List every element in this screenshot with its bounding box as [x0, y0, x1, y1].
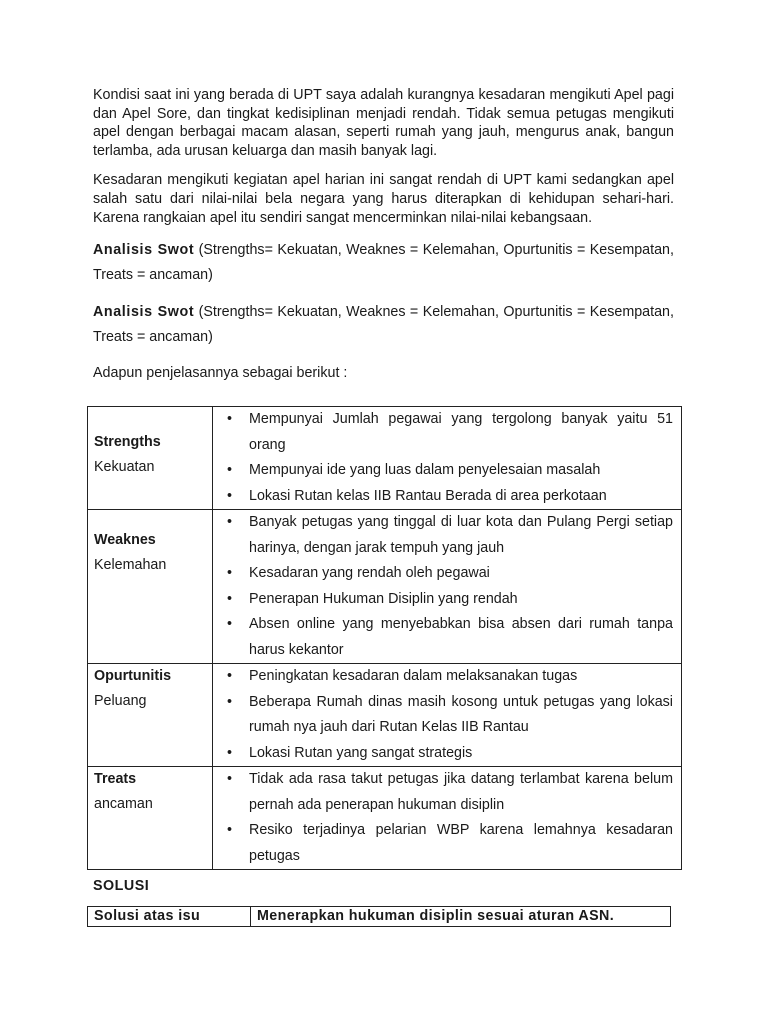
swot-label-id: ancaman	[94, 796, 153, 812]
swot-definition-1	[93, 238, 674, 288]
swot-item-list	[213, 407, 681, 509]
solusi-heading: SOLUSI	[93, 878, 150, 894]
intro-text: Adapun penjelasannya sebagai berikut :	[93, 365, 348, 382]
swot-label-en: Strengths	[94, 434, 161, 450]
swot-label-cell	[88, 407, 213, 510]
swot-definition-label: Analisis Swot	[93, 242, 195, 259]
swot-row-weaknes	[88, 510, 682, 664]
solusi-table	[87, 906, 671, 927]
swot-row-opurtunitis	[88, 664, 682, 767]
swot-definition-text: (Strengths= Kekuatan, Weaknes = Kelemahan, Opurtunitis = Kesempatan, Treats = ancaman)	[93, 304, 674, 346]
swot-row-strengths	[88, 407, 682, 510]
swot-label-id: Peluang	[94, 693, 147, 709]
swot-label-cell	[88, 664, 213, 767]
swot-items-cell	[213, 510, 682, 664]
swot-item: • Banyak petugas yang tinggal di luar kota dan Pulang Pergi setiap harinya, dengan jarak tempuh yang jauh	[213, 510, 673, 561]
swot-item: • Mempunyai Jumlah pegawai yang tergolong banyak yaitu 51 orang	[213, 407, 673, 458]
swot-item: • Resiko terjadinya pelarian WBP karena lemahnya kesadaran petugas	[213, 818, 673, 869]
swot-items-cell	[213, 407, 682, 510]
swot-label-cell	[88, 510, 213, 664]
swot-definition-2	[93, 300, 674, 350]
swot-item: • Mempunyai ide yang luas dalam penyelesaian masalah	[213, 458, 673, 484]
paragraph-kondisi: Kondisi saat ini yang berada di UPT saya adalah kurangnya kesadaran mengikuti Apel pagi dan Apel Sore, dan tingkat kedisiplinan menjadi rendah. Tidak semua petugas mengikuti apel dengan berbagai macam alasan, seperti rumah yang jauh, mengurus anak, bangun terlamba, ada urusan keluarga dan masih banyak lagi.	[93, 87, 674, 159]
swot-definition-text: (Strengths= Kekuatan, Weaknes = Kelemahan, Opurtunitis = Kesempatan, Treats = ancaman)	[93, 242, 674, 284]
document-body	[93, 86, 674, 384]
swot-definition-label: Analisis Swot	[93, 304, 195, 321]
swot-item: • Lokasi Rutan yang sangat strategis	[213, 741, 673, 767]
swot-items-cell	[213, 664, 682, 767]
swot-label-id: Kekuatan	[94, 459, 155, 475]
swot-label-en: Treats	[94, 771, 137, 787]
swot-item: • Penerapan Hukuman Disiplin yang rendah	[213, 587, 673, 613]
swot-table	[87, 406, 682, 870]
swot-item: • Kesadaran yang rendah oleh pegawai	[213, 561, 673, 587]
solusi-row	[88, 907, 671, 927]
swot-item: • Peningkatan kesadaran dalam melaksanakan tugas	[213, 664, 673, 690]
swot-item: • Lokasi Rutan kelas IIB Rantau Berada di area perkotaan	[213, 484, 673, 510]
swot-items-cell	[213, 767, 682, 870]
swot-item: • Absen online yang menyebabkan bisa absen dari rumah tanpa harus kekantor	[213, 612, 673, 663]
swot-item-list	[213, 767, 681, 869]
swot-label-id: Kelemahan	[94, 557, 167, 573]
swot-label-cell	[88, 767, 213, 870]
swot-label-en: Weaknes	[94, 532, 156, 548]
swot-row-treats	[88, 767, 682, 870]
swot-label-en: Opurtunitis	[94, 668, 172, 684]
swot-item: • Beberapa Rumah dinas masih kosong untuk petugas yang lokasi rumah nya jauh dari Rutan Kelas IIB Rantau	[213, 690, 673, 741]
solusi-label: Solusi atas isu	[88, 907, 251, 927]
solusi-value: Menerapkan hukuman disiplin sesuai aturan ASN.	[251, 907, 671, 927]
swot-item: • Tidak ada rasa takut petugas jika datang terlambat karena belum pernah ada penerapan hukuman disiplin	[213, 767, 673, 818]
swot-item-list	[213, 664, 681, 766]
paragraph-kesadaran: Kesadaran mengikuti kegiatan apel harian ini sangat rendah di UPT kami sedangkan apel salah satu dari nilai-nilai bela negara yang harus diterapkan di kehidupan sehari-hari. Karena rangkaian apel itu sendiri sangat mencerminkan nilai-nilai kebangsaan.	[93, 172, 674, 226]
swot-item-list	[213, 510, 681, 663]
